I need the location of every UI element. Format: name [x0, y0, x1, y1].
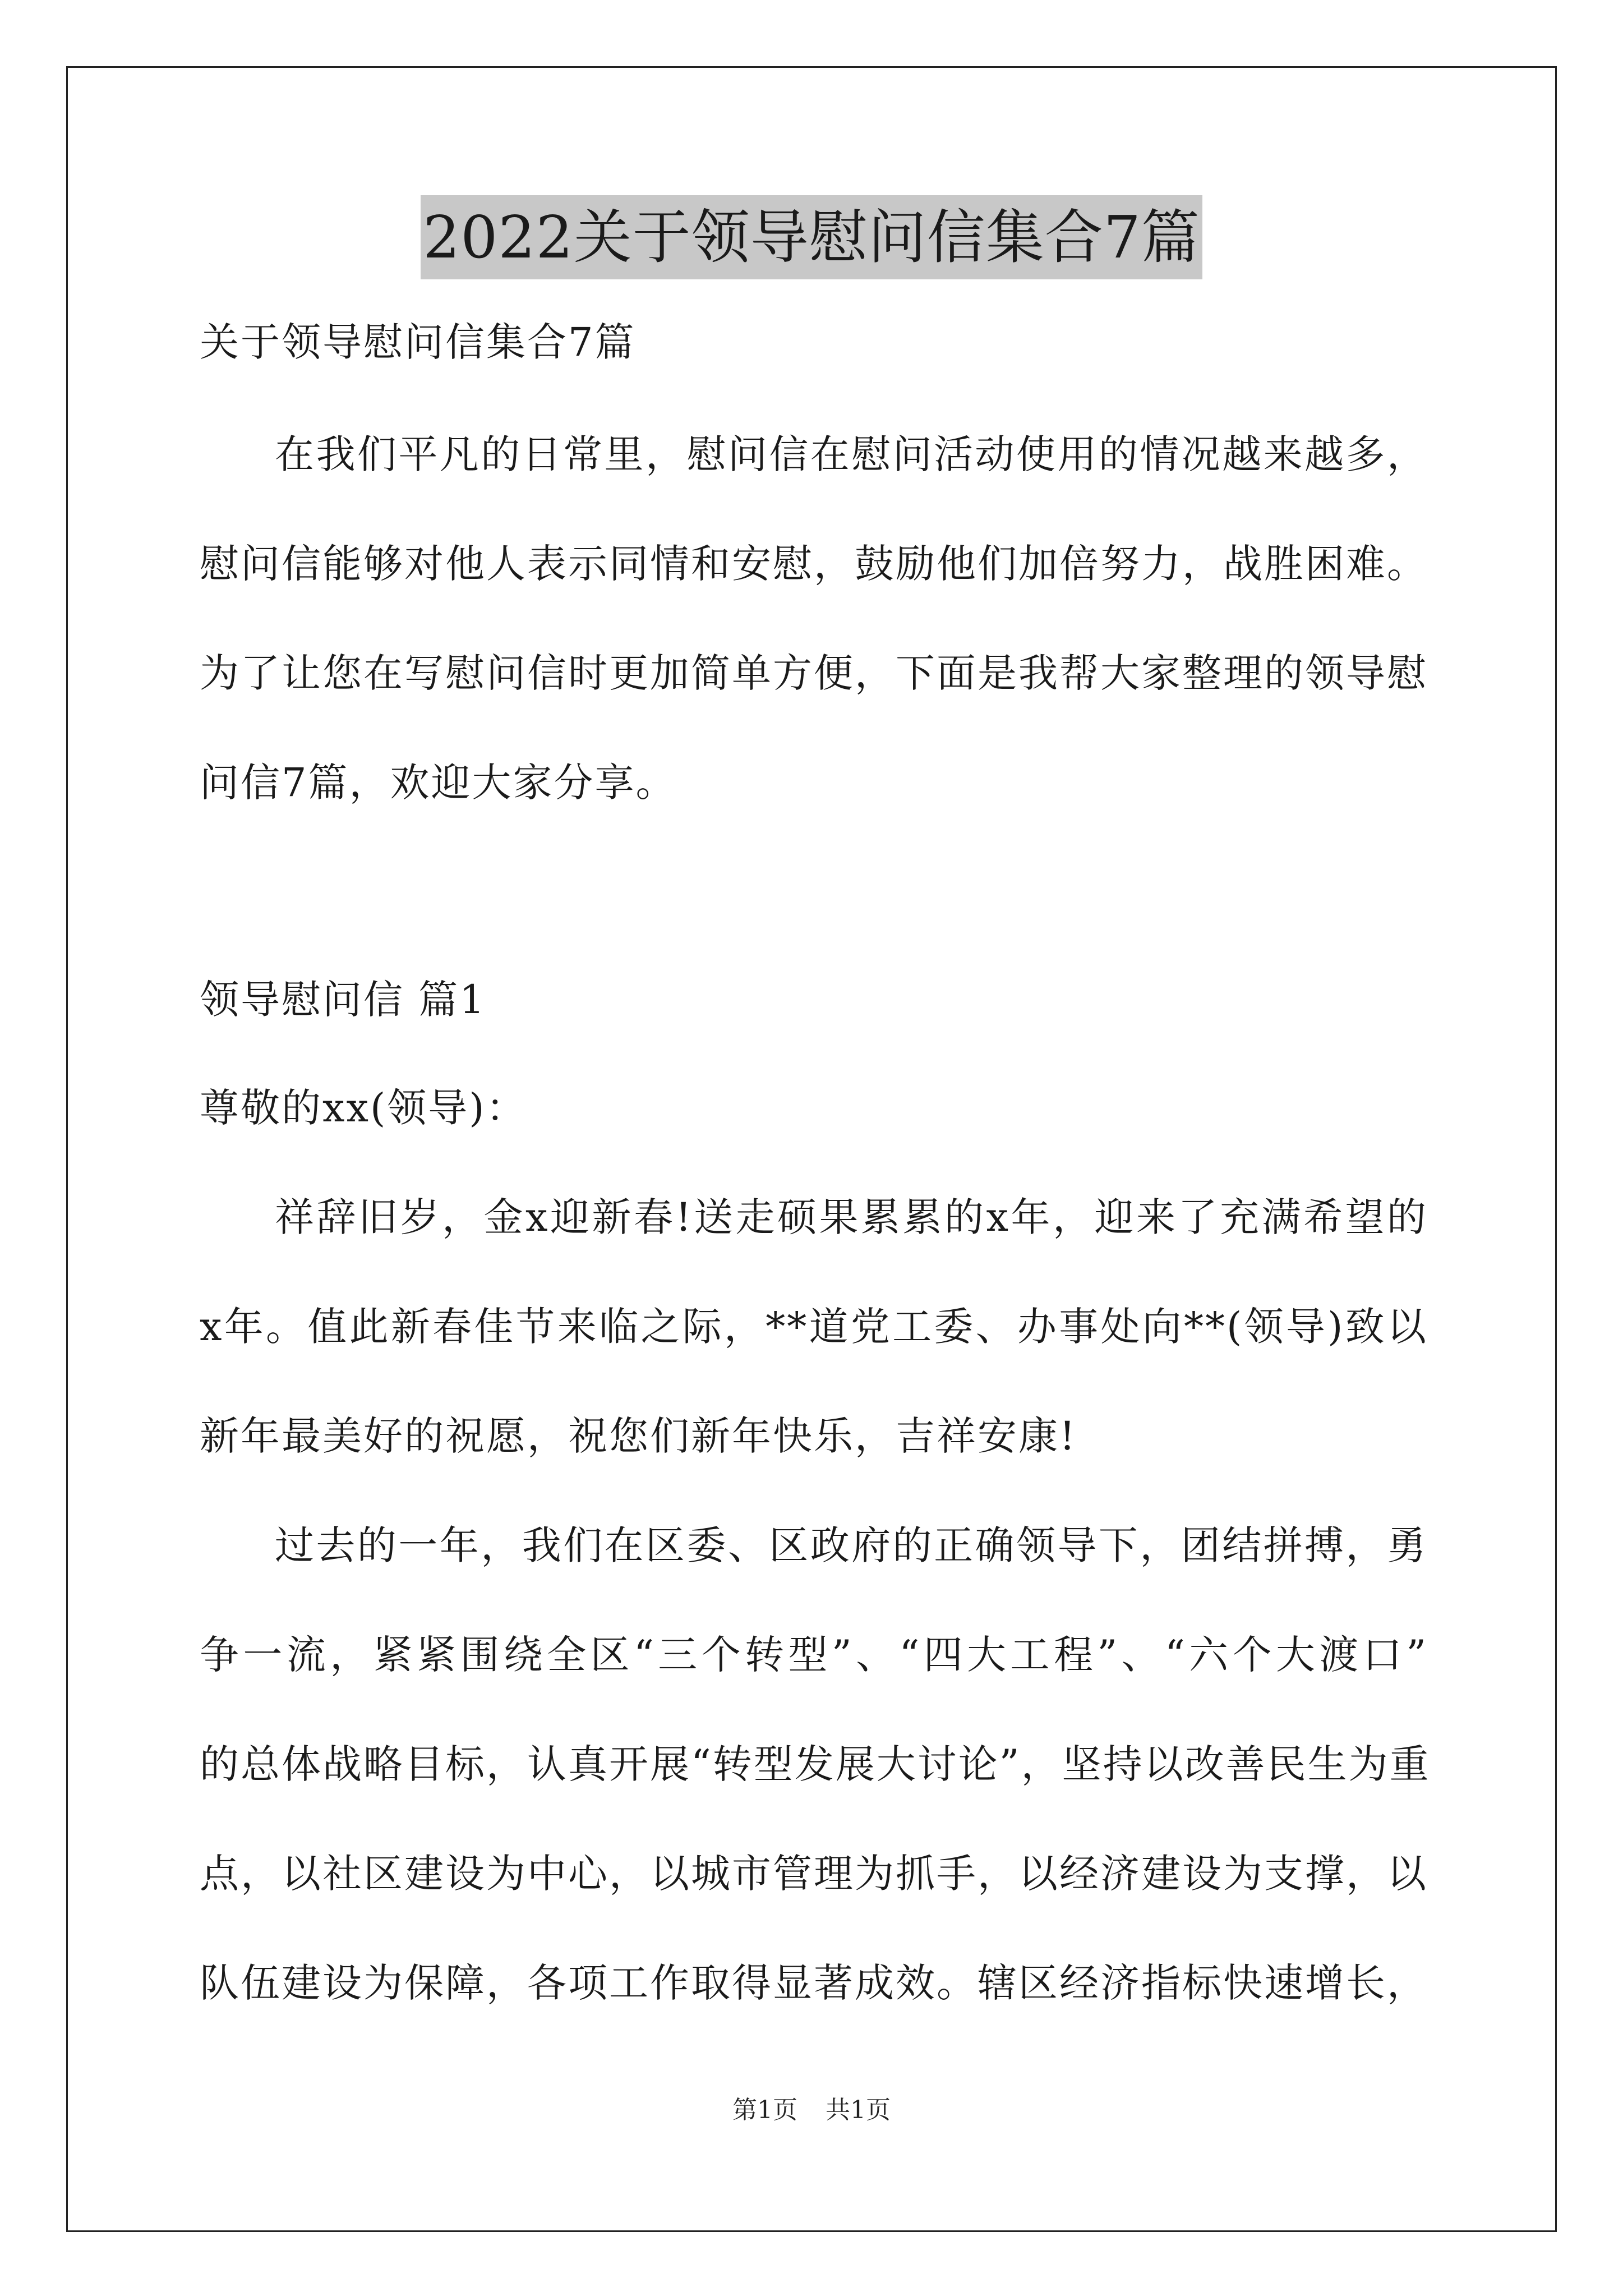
page-footer [0, 2093, 1623, 2127]
paragraph-line: 过去的一年，我们在区委、区政府的正确领导下，团结拼搏，勇 [275, 1522, 1428, 1568]
intro-line: 问信7篇，欢迎大家分享。 [200, 760, 677, 806]
document-title-text: 2022关于领导慰问信集合7篇 [421, 195, 1202, 279]
paragraph-line: 新年最美好的祝愿，祝您们新年快乐，吉祥安康! [200, 1413, 1077, 1459]
paragraph-line: 祥辞旧岁，金x迎新春!送走硕果累累的x年，迎来了充满希望的 [275, 1194, 1428, 1240]
paragraph-line: x年。值此新春佳节来临之际，**道党工委、办事处向**(领导)致以 [200, 1304, 1428, 1350]
paragraph-line: 的总体战略目标，认真开展“转型发展大讨论”，坚持以改善民生为重 [200, 1741, 1431, 1787]
section-heading: 领导慰问信 篇1 [200, 977, 486, 1023]
paragraph-line: 争一流，紧紧围绕全区“三个转型”、“四大工程”、“六个大渡口” [200, 1632, 1428, 1678]
paragraph-line: 点，以社区建设为中心，以城市管理为抓手，以经济建设为支撑，以 [200, 1851, 1428, 1897]
document-title [0, 195, 1623, 279]
page-total: 共1页 [826, 2096, 891, 2124]
intro-line: 为了让您在写慰问信时更加简单方便，下面是我帮大家整理的领导慰 [200, 650, 1428, 696]
paragraph-line: 队伍建设为保障，各项工作取得显著成效。辖区经济指标快速增长， [200, 1960, 1428, 2006]
intro-line: 慰问信能够对他人表示同情和安慰，鼓励他们加倍努力，战胜困难。 [200, 541, 1428, 587]
intro-line: 在我们平凡的日常里，慰问信在慰问活动使用的情况越来越多， [275, 431, 1428, 477]
page-number: 第1页 [732, 2096, 797, 2124]
document-subtitle: 关于领导慰问信集合7篇 [200, 319, 636, 365]
salutation: 尊敬的xx(领导)： [200, 1085, 527, 1131]
page-border [66, 66, 1557, 2232]
